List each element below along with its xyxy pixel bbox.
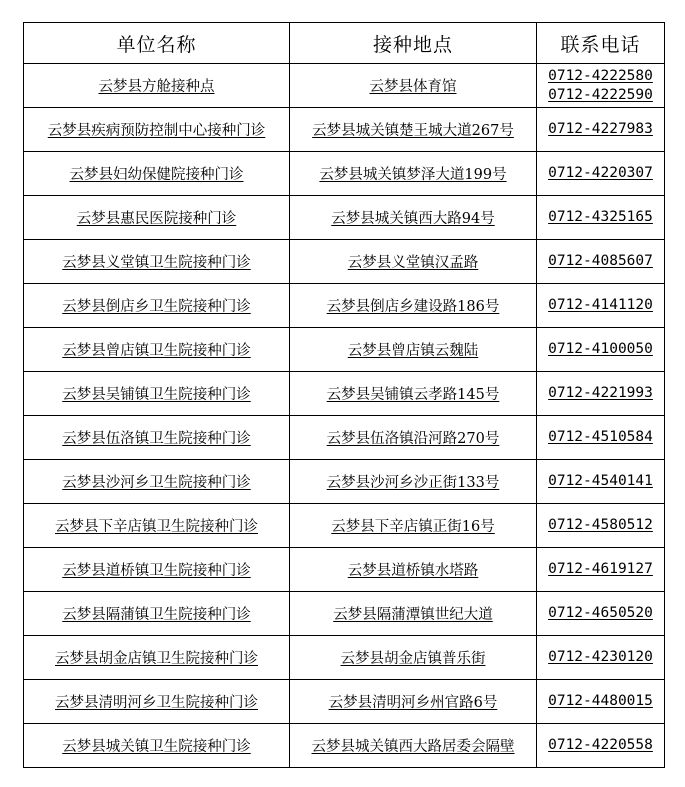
- phone-number: 0712-4100050: [548, 341, 653, 357]
- unit-name-cell: [24, 592, 290, 636]
- phone-number: 0712-4510584: [548, 429, 653, 445]
- location-cell: [290, 416, 537, 460]
- unit-name: 云梦县城关镇卫生院接种门诊: [62, 739, 251, 755]
- unit-name-cell: [24, 636, 290, 680]
- location-cell: [290, 328, 537, 372]
- phone-cell: [537, 680, 665, 724]
- unit-name: 云梦县道桥镇卫生院接种门诊: [62, 563, 251, 579]
- phone-cell: [537, 284, 665, 328]
- table-row: [24, 284, 665, 328]
- phone-number: 0712-4085607: [548, 253, 653, 269]
- location-address: 云梦县胡金店镇普乐街: [340, 651, 486, 667]
- unit-name: 云梦县下辛店镇卫生院接种门诊: [55, 519, 258, 535]
- phone-cell: [537, 152, 665, 196]
- phone-number: 0712-4325165: [548, 209, 653, 225]
- unit-name: 云梦县义堂镇卫生院接种门诊: [62, 255, 251, 271]
- location-address: 云梦县道桥镇水塔路: [347, 563, 479, 579]
- location-address: 云梦县清明河乡州官路6号: [328, 695, 498, 711]
- location-cell: [290, 592, 537, 636]
- phone-number: 0712-4220307: [548, 165, 653, 181]
- unit-name: 云梦县沙河乡卫生院接种门诊: [62, 475, 251, 491]
- phone-number: 0712-4227983: [548, 121, 653, 137]
- table-row: [24, 108, 665, 152]
- phone-cell: [537, 460, 665, 504]
- location-cell: [290, 504, 537, 548]
- phone-cell: [537, 724, 665, 768]
- unit-name: 云梦县吴铺镇卫生院接种门诊: [62, 387, 251, 403]
- phone-cell: [537, 372, 665, 416]
- location-address: 云梦县伍洛镇沿河路270号: [326, 431, 500, 447]
- unit-name: 云梦县疾病预防控制中心接种门诊: [47, 123, 266, 139]
- location-cell: [290, 240, 537, 284]
- unit-name: 云梦县曾店镇卫生院接种门诊: [62, 343, 251, 359]
- table-row: [24, 592, 665, 636]
- unit-name-cell: [24, 284, 290, 328]
- phone-cell: [537, 196, 665, 240]
- unit-name: 云梦县隔蒲镇卫生院接种门诊: [62, 607, 251, 623]
- table-row: [24, 548, 665, 592]
- unit-name: 云梦县倒店乡卫生院接种门诊: [62, 299, 251, 315]
- unit-name-cell: [24, 108, 290, 152]
- phone-number: 0712-4619127: [548, 561, 653, 577]
- location-cell: [290, 372, 537, 416]
- location-cell: [290, 548, 537, 592]
- phone-cell: [537, 592, 665, 636]
- unit-name: 云梦县清明河乡卫生院接种门诊: [55, 695, 258, 711]
- table-row: [24, 680, 665, 724]
- location-cell: [290, 636, 537, 680]
- phone-number: 0712-4540141: [548, 473, 653, 489]
- location-cell: [290, 724, 537, 768]
- table-row: [24, 416, 665, 460]
- location-address: 云梦县沙河乡沙正街133号: [326, 475, 500, 491]
- table-row: [24, 504, 665, 548]
- phone-number: 0712-4230120: [548, 649, 653, 665]
- phone-cell: [537, 240, 665, 284]
- location-address: 云梦县城关镇梦泽大道199号: [319, 167, 507, 183]
- unit-name-cell: [24, 548, 290, 592]
- unit-name: 云梦县方舱接种点: [98, 79, 215, 95]
- phone-cell: [537, 416, 665, 460]
- phone-cell: [537, 636, 665, 680]
- unit-name-cell: [24, 416, 290, 460]
- table-row: [24, 460, 665, 504]
- phone-cell: [537, 108, 665, 152]
- table-header-row: [24, 23, 665, 64]
- unit-name-cell: [24, 724, 290, 768]
- phone-number: 0712-4221993: [548, 385, 653, 401]
- unit-name-cell: [24, 460, 290, 504]
- phone-cell: [537, 548, 665, 592]
- unit-name-cell: [24, 680, 290, 724]
- phone-number: 0712-4222590: [548, 86, 653, 103]
- unit-name-cell: [24, 152, 290, 196]
- phone-cell: [537, 64, 665, 108]
- unit-name: 云梦县胡金店镇卫生院接种门诊: [55, 651, 258, 667]
- unit-name-cell: [24, 240, 290, 284]
- unit-name: 云梦县伍洛镇卫生院接种门诊: [62, 431, 251, 447]
- table-row: [24, 196, 665, 240]
- location-cell: [290, 680, 537, 724]
- phone-number: 0712-4580512: [548, 517, 653, 533]
- location-cell: [290, 460, 537, 504]
- unit-name: 云梦县妇幼保健院接种门诊: [69, 167, 244, 183]
- location-address: 云梦县倒店乡建设路186号: [326, 299, 500, 315]
- location-cell: [290, 152, 537, 196]
- table-row: [24, 152, 665, 196]
- unit-name-cell: [24, 504, 290, 548]
- unit-name-cell: [24, 372, 290, 416]
- location-cell: [290, 108, 537, 152]
- table-row: [24, 328, 665, 372]
- location-cell: [290, 284, 537, 328]
- location-cell: [290, 64, 537, 108]
- phone-number: 0712-4480015: [548, 693, 653, 709]
- location-address: 云梦县体育馆: [369, 79, 457, 95]
- phone-cell: [537, 504, 665, 548]
- header-unit-name: 单位名称: [24, 23, 290, 64]
- location-address: 云梦县吴铺镇云孝路145号: [326, 387, 500, 403]
- phone-number: 0712-4220558: [548, 737, 653, 753]
- unit-name-cell: [24, 196, 290, 240]
- location-address: 云梦县隔蒲潭镇世纪大道: [333, 607, 493, 623]
- phone-cell: [537, 328, 665, 372]
- unit-name-cell: [24, 328, 290, 372]
- location-address: 云梦县城关镇西大路居委会隔壁: [311, 739, 515, 755]
- phone-number: 0712-4222580: [548, 67, 653, 84]
- header-phone: 联系电话: [537, 23, 665, 64]
- phone-number: 0712-4650520: [548, 605, 653, 621]
- header-location: 接种地点: [290, 23, 537, 64]
- unit-name: 云梦县惠民医院接种门诊: [76, 211, 237, 227]
- location-address: 云梦县义堂镇汉孟路: [347, 255, 479, 271]
- phone-number: 0712-4141120: [548, 297, 653, 313]
- location-address: 云梦县下辛店镇正街16号: [331, 519, 495, 535]
- location-cell: [290, 196, 537, 240]
- table-row: [24, 64, 665, 108]
- location-address: 云梦县城关镇楚王城大道267号: [312, 123, 514, 139]
- table-row: [24, 636, 665, 680]
- table-row: [24, 240, 665, 284]
- table-row: [24, 724, 665, 768]
- location-address: 云梦县城关镇西大路94号: [331, 211, 495, 227]
- vaccination-sites-table: [23, 22, 665, 768]
- unit-name-cell: [24, 64, 290, 108]
- location-address: 云梦县曾店镇云魏陆: [347, 343, 479, 359]
- table-row: [24, 372, 665, 416]
